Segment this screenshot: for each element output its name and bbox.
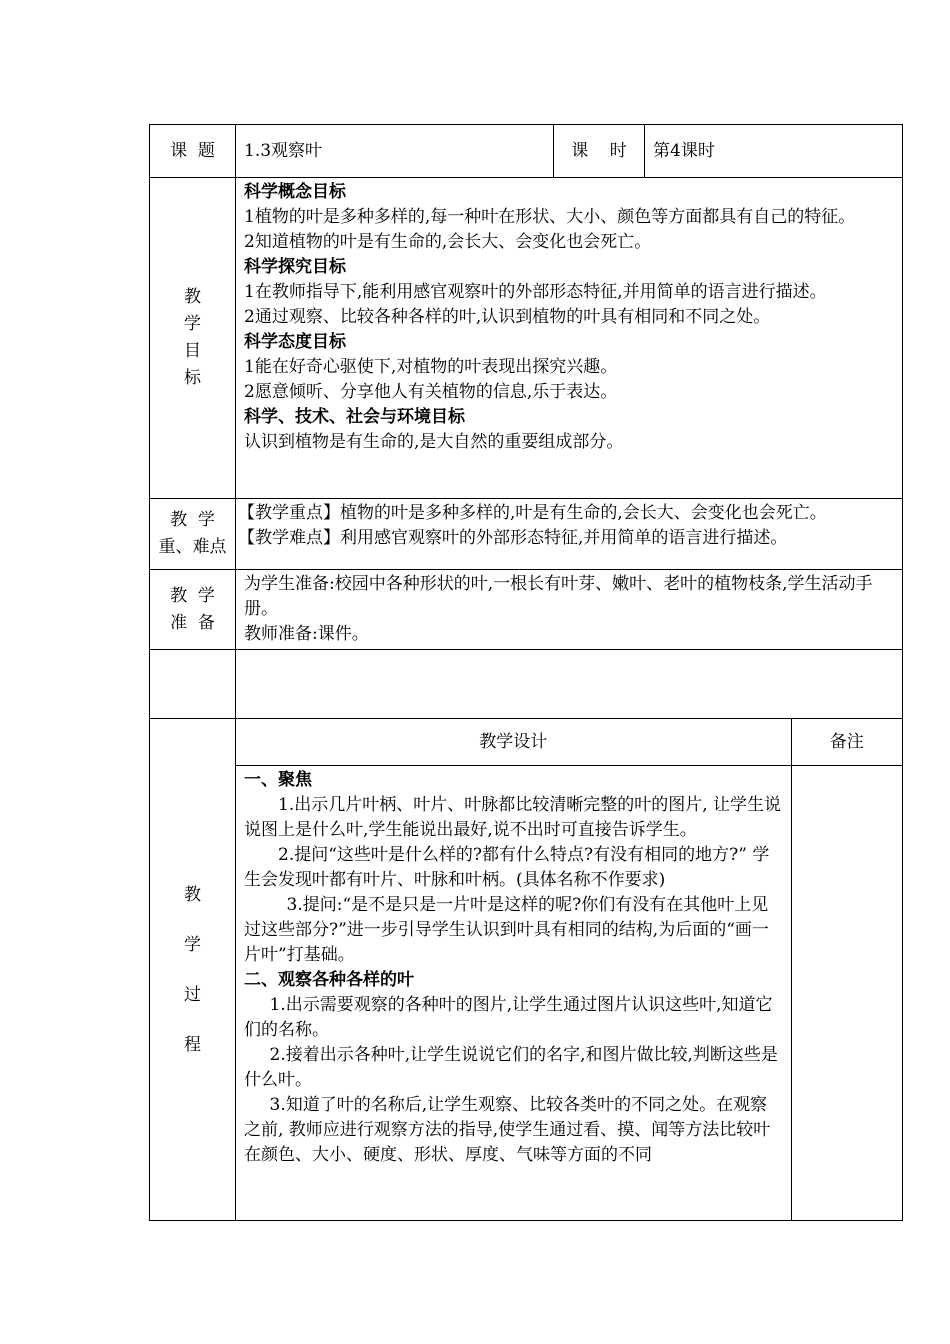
process-label-cell (150, 719, 236, 1221)
topic-value-cell (236, 125, 554, 178)
period-value: 第4课时 (653, 140, 715, 161)
process-label: 教 学 过 程 (184, 884, 201, 1055)
notes-header: 备注 (829, 731, 864, 752)
preparation-label-cell (150, 570, 236, 650)
teacher-preparation: 教师准备:课件。 (244, 624, 369, 644)
objectives-row (150, 178, 903, 499)
section-2-step-2: 2.接着出示各种叶,让学生说说它们的名字,和图片做比较,判断这些是什么叶。 (244, 1045, 778, 1090)
student-preparation: 为学生准备:校园中各种形状的叶,一根长有叶芽、嫩叶、老叶的植物枝条,学生活动手册。 (244, 574, 873, 619)
preparation-content (236, 570, 903, 650)
period-label: 课 时 (571, 140, 627, 161)
period-value-cell (645, 125, 903, 178)
sts-goal-title: 科学、技术、社会与环境目标 (244, 407, 465, 427)
key-points-content (236, 499, 903, 570)
process-header-row (236, 719, 902, 766)
notes-header-cell (791, 719, 902, 766)
inquiry-goal-2: 2通过观察、比较各种各样的叶,认识到植物的叶具有相同和不同之处。 (244, 307, 771, 327)
empty-label-cell (150, 650, 236, 719)
inquiry-goal-1: 1在教师指导下,能利用感官观察叶的外部形态特征,并用简单的语言进行描述。 (244, 282, 827, 302)
topic-label: 课 题 (170, 140, 215, 161)
empty-row (150, 650, 903, 719)
difficult-point: 【教学难点】利用感官观察叶的外部形态特征,并用简单的语言进行描述。 (238, 528, 788, 548)
attitude-goal-1: 1能在好奇心驱使下,对植物的叶表现出探究兴趣。 (244, 357, 618, 377)
topic-label-cell (150, 125, 236, 178)
topic-row (150, 125, 903, 178)
objectives-content (236, 178, 903, 499)
concept-goal-1: 1植物的叶是多种多样的,每一种叶在形状、大小、颜色等方面都具有自己的特征。 (244, 207, 856, 227)
sts-goal-1: 认识到植物是有生命的,是大自然的重要组成部分。 (244, 432, 624, 452)
preparation-row (150, 570, 903, 650)
lesson-plan-table (149, 124, 903, 1221)
objectives-label: 教 学 目 标 (184, 287, 201, 388)
preparation-label: 教 学 准 备 (170, 585, 215, 633)
attitude-goal-title: 科学态度目标 (244, 332, 346, 352)
period-label-cell (554, 125, 645, 178)
concept-goal-title: 科学概念目标 (244, 182, 346, 202)
section-2-step-3: 3.知道了叶的名称后,让学生观察、比较各类叶的不同之处。在观察之前, 教师应进行观察方法的指导,使学生通过看、摸、闻等方法比较叶在颜色、大小、硬度、形状、厚度、气味等方面的不同 (244, 1095, 771, 1165)
process-row (150, 719, 903, 1221)
design-header: 教学设计 (479, 731, 548, 752)
key-points-label-cell (150, 499, 236, 570)
concept-goal-2: 2知道植物的叶是有生命的,会长大、会变化也会死亡。 (244, 232, 652, 252)
process-content-cell (236, 719, 903, 1221)
section-2-step-1: 1.出示需要观察的各种叶的图片,让学生通过图片认识这些叶,知道它们的名称。 (244, 995, 773, 1040)
objectives-label-cell (150, 178, 236, 499)
section-1-title: 一、聚焦 (244, 770, 312, 790)
section-1-step-2: 2.提问“这些叶是什么样的?都有什么特点?有没有相同的地方?” 学生会发现叶都有叶片、叶脉和叶柄。(具体名称不作要求) (244, 845, 770, 890)
section-1-step-1: 1.出示几片叶柄、叶片、叶脉都比较清晰完整的叶的图片, 让学生说说图上是什么叶,学生能说出最好,说不出时可直接告诉学生。 (244, 795, 782, 840)
attitude-goal-2: 2愿意倾听、分享他人有关植物的信息,乐于表达。 (244, 382, 618, 402)
design-header-cell (236, 719, 791, 766)
topic-value: 1.3观察叶 (244, 140, 323, 161)
design-content (236, 766, 791, 1221)
process-inner-table (236, 719, 902, 1220)
key-point: 【教学重点】植物的叶是多种多样的,叶是有生命的,会长大、会变化也会死亡。 (238, 503, 827, 523)
inquiry-goal-title: 科学探究目标 (244, 257, 346, 277)
section-1-step-3: 3.提问:“是不是只是一片叶是这样的呢?你们有没有在其他叶上见过这些部分?”进一步引导学生认识到叶具有相同的结构,为后面的“画一片叶”打基础。 (244, 895, 769, 965)
process-body-row (236, 766, 902, 1221)
key-points-row (150, 499, 903, 570)
empty-content-cell (236, 650, 903, 719)
notes-content (791, 766, 902, 1221)
key-points-label: 教 学 重、难点 (158, 510, 227, 557)
section-2-title: 二、观察各种各样的叶 (244, 970, 414, 990)
